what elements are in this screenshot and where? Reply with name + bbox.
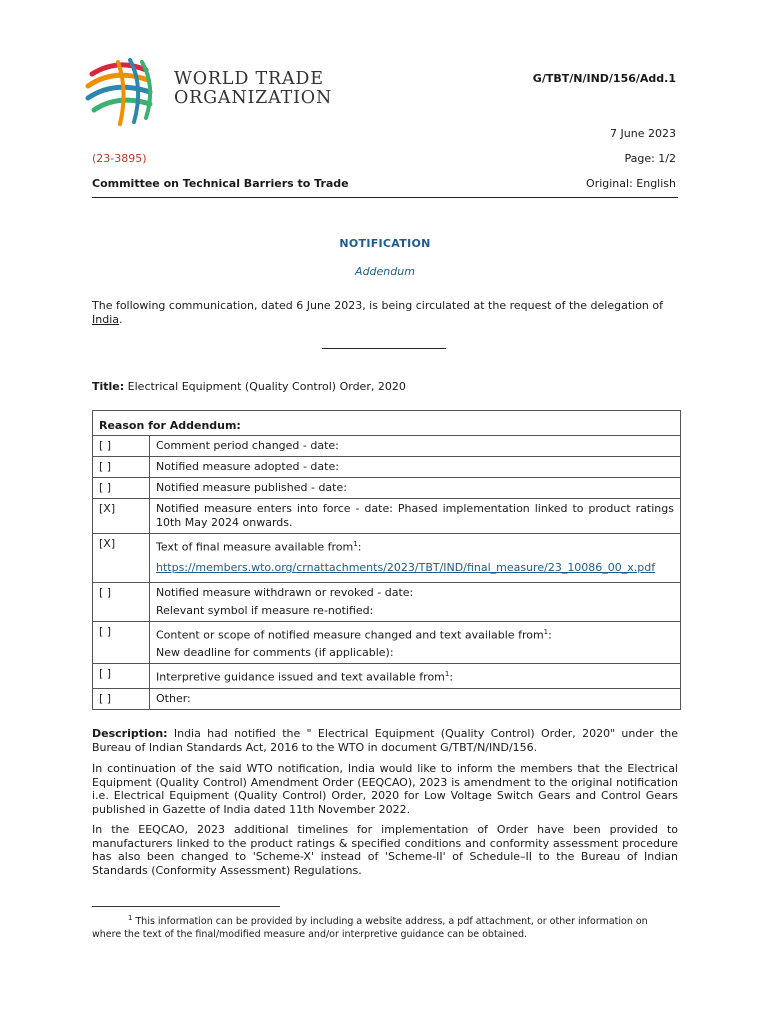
- reason-text: Text of final measure available from: [156, 540, 354, 554]
- org-name: [174, 70, 332, 108]
- table-row: [93, 664, 681, 689]
- table-row: [93, 534, 681, 583]
- reason-colon: :: [357, 540, 362, 554]
- checkbox-mark: [ ]: [93, 582, 150, 621]
- checkbox-mark: [ ]: [93, 436, 150, 457]
- reason-text: Notified measure enters into force - date: Phased implementation linked to product ratings 10th May 2024 onwards.: [150, 499, 681, 534]
- reason-cell: [150, 664, 681, 689]
- table-row: [93, 436, 681, 457]
- footnote-ref: 1: [353, 540, 358, 548]
- table-row: [93, 688, 681, 709]
- reasons-header-row: [93, 411, 681, 436]
- table-row: [93, 478, 681, 499]
- wto-logo: [84, 56, 334, 128]
- title-label: Title:: [92, 380, 125, 393]
- intro-paragraph: [92, 299, 678, 327]
- reason-text: Notified measure adopted - date:: [150, 457, 681, 478]
- reason-colon: :: [548, 628, 552, 642]
- intro-end: .: [119, 313, 123, 326]
- reasons-header: Reason for Addendum:: [93, 411, 681, 436]
- reason-line: [156, 537, 674, 555]
- reason-cell: [150, 582, 681, 621]
- footnote-divider: [92, 906, 280, 907]
- reason-text: Notified measure withdrawn or revoked - date:: [156, 585, 414, 599]
- checkbox-mark: [X]: [93, 534, 150, 583]
- footnote-number: 1: [128, 914, 133, 922]
- reason-text: Notified measure published - date:: [150, 478, 681, 499]
- footnote-text: This information can be provided by including a website address, a pdf attachment, or other information on where the text of the final/modified measure and/or interpretive guidance can be obtained.: [92, 916, 648, 940]
- reason-text: Interpretive guidance issued and text available from: [156, 670, 445, 684]
- table-row: [93, 499, 681, 534]
- reason-cell: [150, 621, 681, 664]
- checkbox-mark: [ ]: [93, 621, 150, 664]
- checkbox-mark: [ ]: [93, 688, 150, 709]
- description-paragraph: [92, 727, 678, 754]
- title-value: Electrical Equipment (Quality Control) Order, 2020: [127, 380, 406, 393]
- reason-text: Other:: [150, 688, 681, 709]
- checkbox-mark: [X]: [93, 499, 150, 534]
- footnote-ref: 1: [444, 670, 450, 679]
- country-name: India: [92, 313, 119, 326]
- footnote-ref: 1: [543, 627, 549, 636]
- checkbox-mark: [ ]: [93, 478, 150, 499]
- reason-text: Content or scope of notified measure changed and text available from: [156, 628, 544, 642]
- reason-text-secondary: New deadline for comments (if applicable):: [156, 646, 394, 660]
- timelines-paragraph: In the EEQCAO, 2023 additional timelines for implementation of Order have been provided to manufacturers linked to the product ratings & specified conditions and conformity assessment procedure has also been changed to 'Scheme-X' instead of 'Scheme-II' of Schedule–II to the Bureau of Indian Standards (Conformity Assessment) Regulations.: [92, 823, 678, 877]
- description-label: Description:: [92, 727, 168, 740]
- reason-colon: :: [449, 670, 454, 684]
- checkbox-mark: [ ]: [93, 664, 150, 689]
- org-name-line2: ORGANIZATION: [174, 88, 333, 108]
- continuation-paragraph: In continuation of the said WTO notification, India would like to inform the members that the Electrical Equipment (Quality Control) Amendment Order (EEQCAO), 2023 is amendment to the original notification i.e. Electrical Equipment (Quality Control) Order, 2020 for Low Voltage Switch Gears and Control Gears published in Gazette of India dated 11th November 2022.: [92, 762, 678, 816]
- reason-line: [156, 625, 674, 643]
- reason-cell: [150, 534, 681, 583]
- document-date: 7 June 2023: [610, 127, 676, 140]
- footnote: [92, 912, 678, 941]
- table-row: [93, 621, 681, 664]
- org-name-line1: WORLD TRADE: [174, 69, 324, 89]
- intro-text: The following communication, dated 6 June 2023, is being circulated at the request of the delegation of: [92, 299, 664, 312]
- addendum-subheading: Addendum: [355, 265, 415, 278]
- table-row: [93, 457, 681, 478]
- separator-line: [322, 348, 446, 349]
- original-language: Original: English: [586, 177, 676, 190]
- checkbox-mark: [ ]: [93, 457, 150, 478]
- final-measure-link[interactable]: https://members.wto.org/crnattachments/2023/TBT/IND/final_measure/23_10086_00_x.pdf: [156, 560, 656, 574]
- committee-name: Committee on Technical Barriers to Trade: [92, 177, 349, 190]
- notification-heading: NOTIFICATION: [339, 237, 431, 250]
- table-row: [93, 582, 681, 621]
- reference-number: (23-3895): [92, 152, 147, 165]
- wto-logo-icon: [84, 56, 164, 128]
- reason-text: Comment period changed - date:: [150, 436, 681, 457]
- header-divider: [92, 197, 678, 198]
- page-number: Page: 1/2: [624, 152, 676, 165]
- document-symbol: G/TBT/N/IND/156/Add.1: [532, 72, 676, 85]
- reason-text-secondary: Relevant symbol if measure re-notified:: [156, 603, 374, 617]
- description-text: India had notified the " Electrical Equipment (Quality Control) Order, 2020" under the Bureau of Indian Standards Act, 2016 to the WTO in document G/TBT/N/IND/156.: [92, 727, 679, 754]
- reasons-table: [92, 410, 681, 710]
- measure-title: [92, 380, 406, 393]
